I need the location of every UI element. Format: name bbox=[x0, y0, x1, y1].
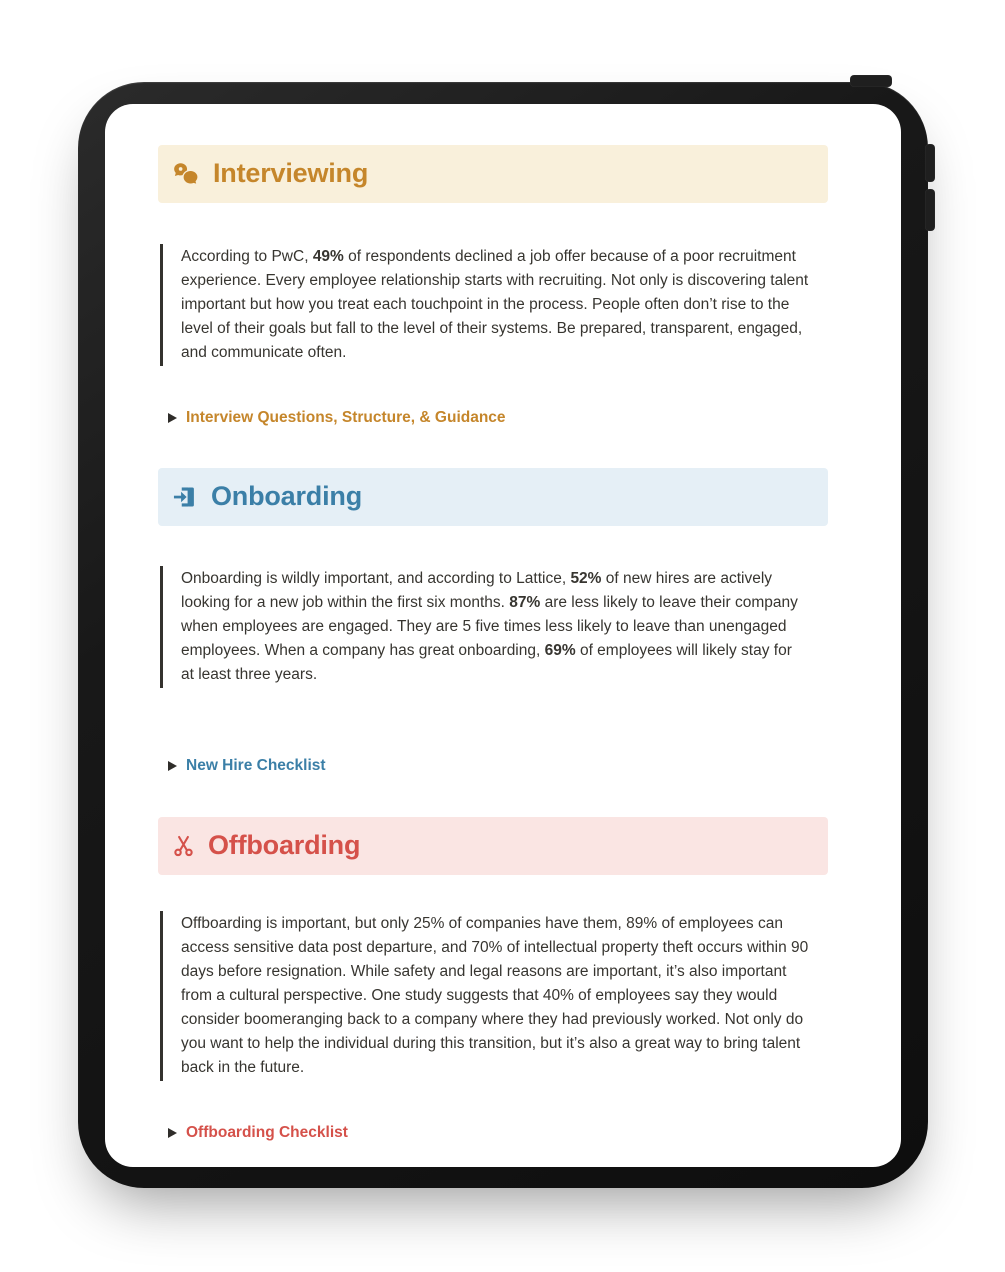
toggle-triangle-icon bbox=[168, 413, 177, 423]
quote-text: of new hires are actively looking for a new job within the first six months. bbox=[181, 570, 773, 611]
quote-text: According to PwC, bbox=[181, 248, 313, 265]
toggle-label: Offboarding Checklist bbox=[186, 1124, 348, 1141]
offboarding-section-header bbox=[158, 817, 828, 875]
volume-up-button bbox=[925, 144, 935, 182]
quote-text: of employees will likely stay for at least three years. bbox=[181, 642, 792, 683]
quote-stat: 49% bbox=[312, 248, 344, 265]
quote-text: are less likely to leave their company when employees are engaged. They are 5 five times less likely to leave than unengaged employees. When a company has great onboarding, bbox=[181, 594, 798, 659]
interviewing-quote bbox=[160, 244, 809, 366]
toggle-label: New Hire Checklist bbox=[186, 757, 326, 774]
toggle-triangle-icon bbox=[168, 761, 177, 771]
chat-bubbles-icon bbox=[172, 161, 200, 187]
section-title: Offboarding bbox=[208, 830, 361, 861]
offboarding-quote bbox=[160, 911, 809, 1081]
quote-text: Onboarding is wildly important, and according to Lattice, bbox=[181, 570, 571, 587]
quote-stat: 52% bbox=[570, 570, 602, 587]
section-title: Onboarding bbox=[211, 481, 362, 512]
section-title: Interviewing bbox=[213, 158, 369, 189]
quote-stat: 69% bbox=[544, 642, 576, 659]
power-button bbox=[850, 75, 892, 87]
interview-questions-toggle[interactable] bbox=[158, 406, 828, 430]
quote-stat: 87% bbox=[509, 594, 541, 611]
tablet-screen bbox=[105, 104, 901, 1167]
volume-down-button bbox=[925, 189, 935, 231]
door-enter-icon bbox=[172, 484, 198, 510]
scissors-icon bbox=[172, 834, 195, 858]
quote-text: Offboarding is important, but only 25% of companies have them, 89% of employees can access sensitive data post departure, and 70% of intellectual property theft occurs within 90 days before resignation. While safety and legal reasons are important, it’s also important from a cultural perspective. One study suggests that 40% of employees say they would consider boomeranging back to a company where they had previously worked. Not only do you want to help the individual during this transition, but it’s also a great way to bring talent back in the future. bbox=[181, 915, 809, 1076]
new-hire-checklist-toggle[interactable] bbox=[158, 754, 828, 778]
onboarding-quote bbox=[160, 566, 809, 688]
toggle-label: Interview Questions, Structure, & Guidance bbox=[186, 409, 506, 426]
toggle-triangle-icon bbox=[168, 1128, 177, 1138]
interviewing-section-header bbox=[158, 145, 828, 203]
offboarding-checklist-toggle[interactable] bbox=[158, 1121, 828, 1145]
tablet-frame bbox=[78, 82, 928, 1188]
onboarding-section-header bbox=[158, 468, 828, 526]
document-content bbox=[105, 104, 828, 1145]
quote-text: of respondents declined a job offer because of a poor recruitment experience. Every employee relationship starts with recruiting. Not only is discovering talent important but how you treat each touchpoint in the process. People often don’t rise to the level of their goals but fall to the level of their systems. Be prepared, transparent, engaged, and communicate often. bbox=[181, 248, 809, 361]
